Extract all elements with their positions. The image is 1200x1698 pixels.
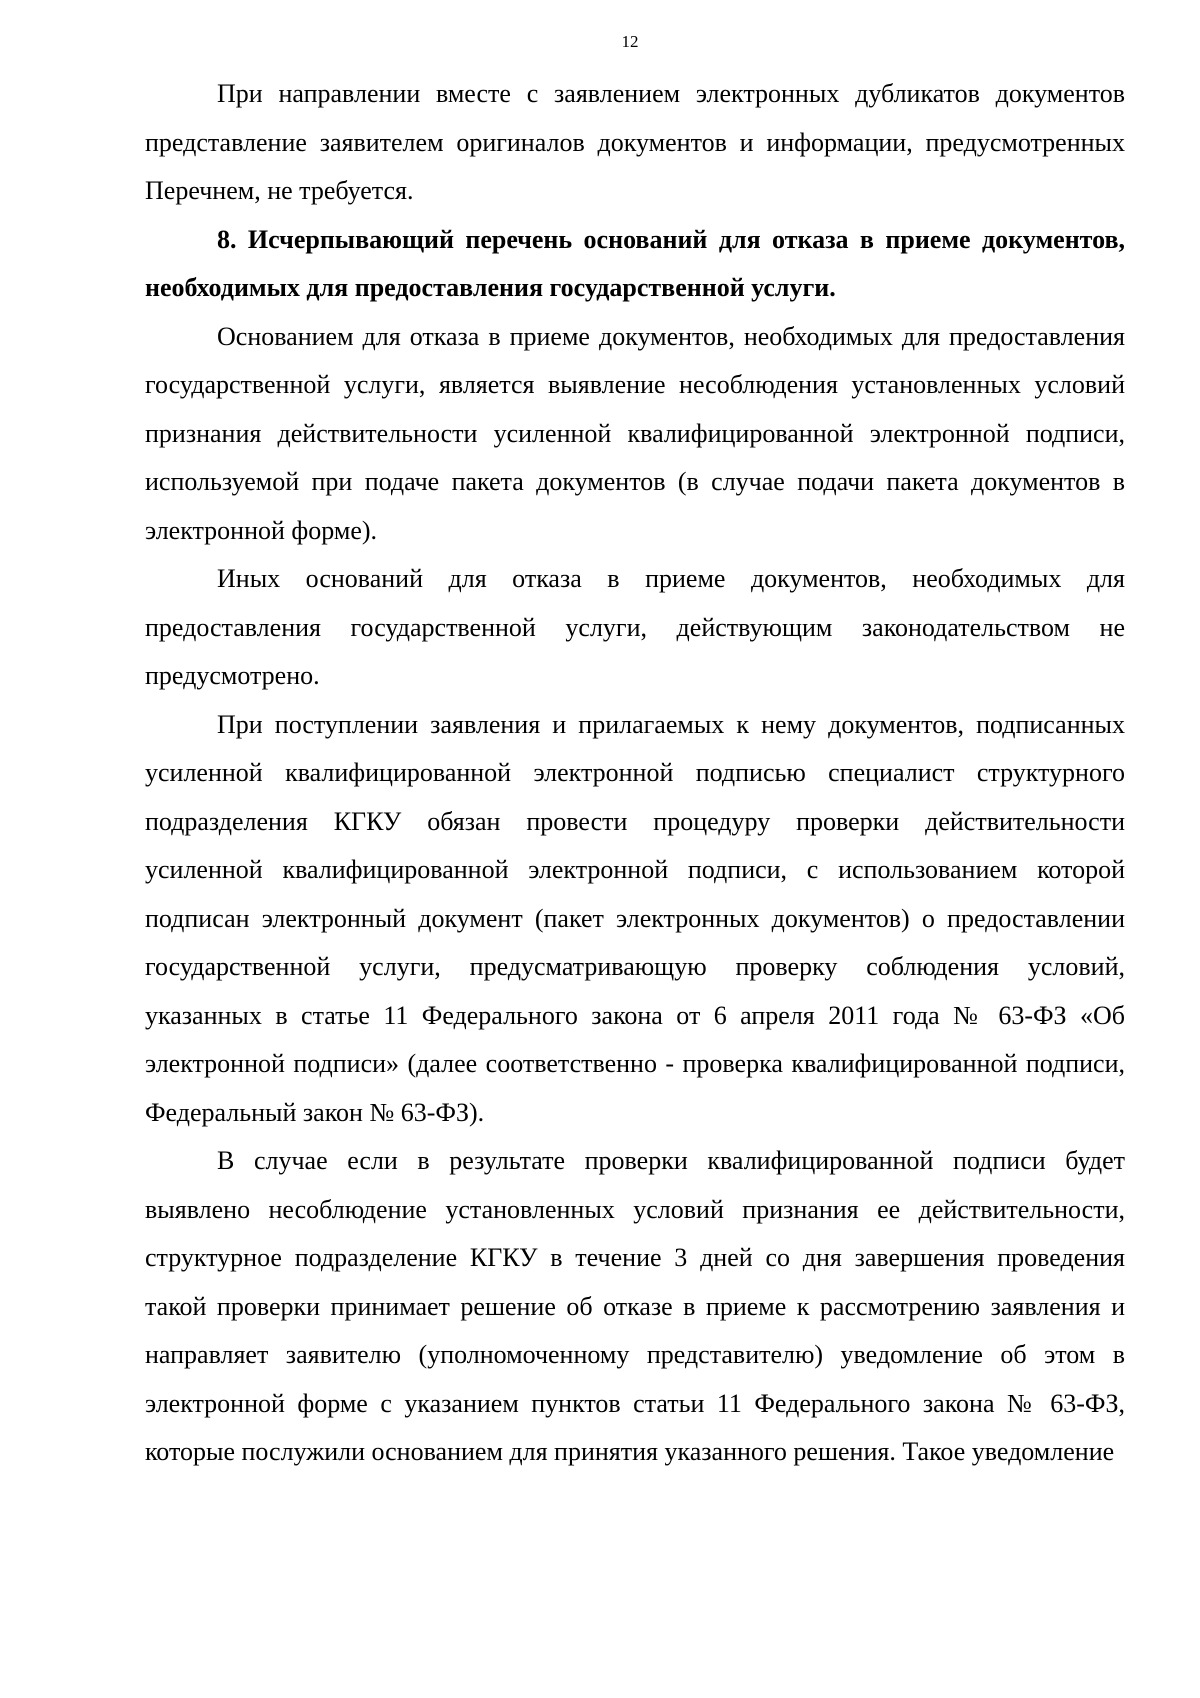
section-heading-8: 8. Исчерпывающий перечень оснований для отказа в приеме документов, необходимых для предоставления государственной услуги.	[145, 224, 1125, 302]
page-number: 12	[621, 32, 639, 51]
paragraph-refusal-grounds: Основанием для отказа в приеме документов, необходимых для предоставления государственной услуги, является выявление несоблюдения установленных условий признания действительности усиленной квалифицированной электронной подписи, используемой при подаче пакета документов (в случае подачи пакета документов в электронной форме).	[145, 321, 1125, 545]
paragraph-check-failure: В случае если в результате проверки квалифицированной подписи будет выявлено несоблюдение установленных условий признания ее действительности, структурное подразделение КГКУ в течение 3 дней со дня завершения проведения такой проверки принимает решение об отказе в приеме к рассмотрению заявления и направляет заявителю (уполномоченному представителю) уведомление об этом в электронной форме с указанием пунктов статьи 11 Федерального закона № 63-ФЗ, которые послужили основанием для принятия указанного решения. Такое уведомление	[145, 1146, 1125, 1466]
paragraph-signature-check: При поступлении заявления и прилагаемых к нему документов, подписанных усиленной квалифицированной электронной подписью специалист структурного подразделения КГКУ обязан провести процедуру проверки действительности усиленной квалифицированной электронной подписи, с использованием которой подписан электронный документ (пакет электронных документов) о предоставлении государственной услуги, предусматривающую проверку соблюдения условий, указанных в статье 11 Федерального закона от 6 апреля 2011 года № 63-ФЗ «Об электронной подписи» (далее соответственно - проверка квалифицированной подписи, Федеральный закон № 63-ФЗ).	[145, 709, 1125, 1127]
paragraph-no-other-grounds: Иных оснований для отказа в приеме документов, необходимых для предоставления государственной услуги, действующим законодательством не предусмотрено.	[145, 564, 1125, 690]
document-body	[145, 70, 1125, 1477]
paragraph-electronic-duplicates: При направлении вместе с заявлением электронных дубликатов документов представление заявителем оригиналов документов и информации, предусмотренных Перечнем, не требуется.	[145, 79, 1125, 205]
